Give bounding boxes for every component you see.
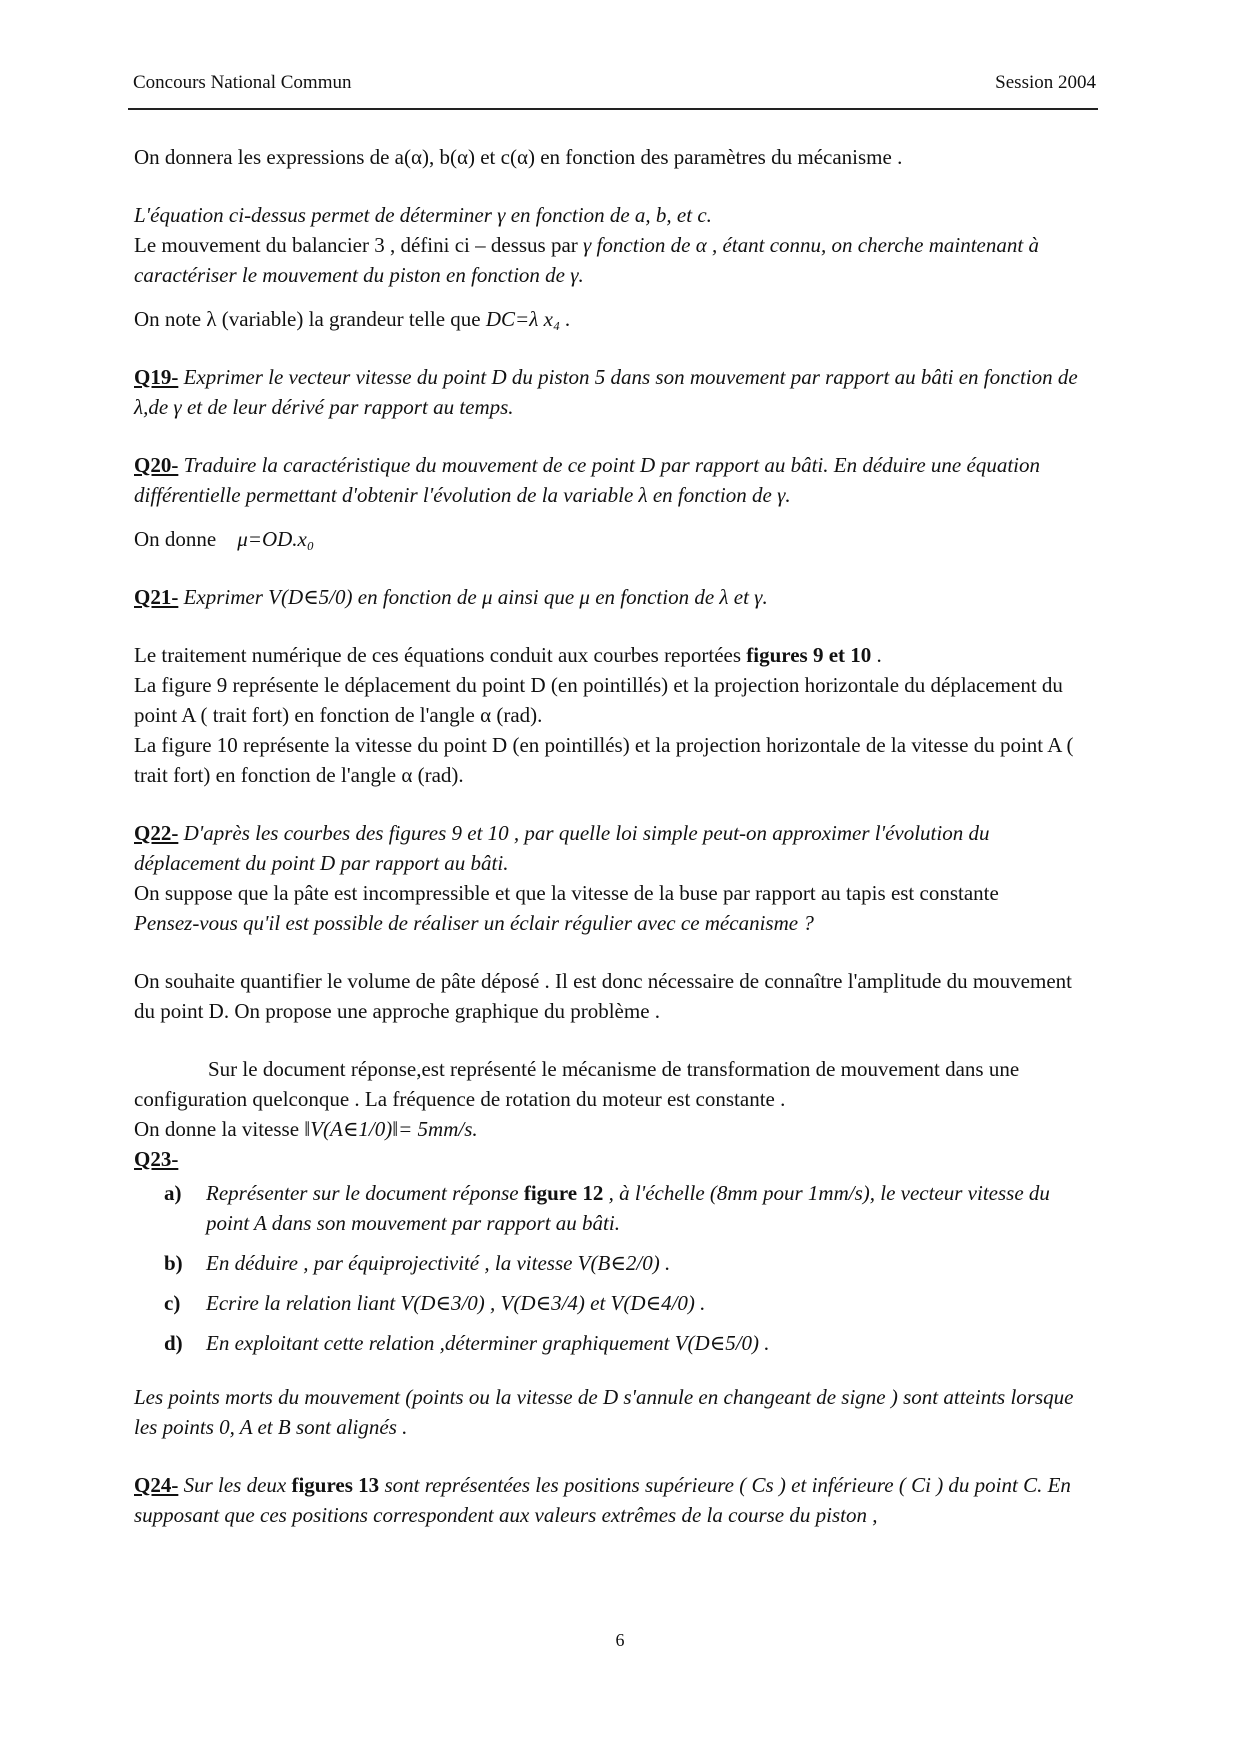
- question-q23: [134, 1144, 1096, 1174]
- lambda-text: On note λ (variable) la grandeur telle que: [134, 307, 481, 331]
- q23-item-text: En déduire , par équiprojectivité , la vitesse V(B∈2/0) .: [206, 1251, 671, 1275]
- mu-formula: μ=OD.x₀: [237, 527, 315, 551]
- paragraph-traitement: [134, 640, 1096, 670]
- q23-item-d: [164, 1328, 1096, 1358]
- paragraph-incompressible: On suppose que la pâte est incompressible et que la vitesse de la buse par rapport au tapis est constante: [134, 881, 999, 905]
- vitesse-text: On donne la vitesse: [134, 1117, 300, 1141]
- q19-label: Q19-: [134, 365, 179, 389]
- q23-item-label: c): [164, 1291, 181, 1315]
- q24-label: Q24-: [134, 1473, 179, 1497]
- q20-text: Traduire la caractéristique du mouvement de ce point D par rapport au bâti. En déduire une équation différentielle permettant d'obtenir l'évolution de la variable λ en fonction de γ.: [134, 453, 1040, 507]
- header-session: Session 2004: [995, 72, 1096, 93]
- paragraph-equation-note: L'équation ci-dessus permet de déterminer γ en fonction de a, b, et c.: [134, 203, 712, 227]
- header-title: Concours National Commun: [133, 72, 352, 93]
- vitesse-formula: ‖V(A∈1/0)‖= 5mm/s.: [304, 1117, 478, 1141]
- q19-text: Exprimer le vecteur vitesse du point D du piston 5 dans son mouvement par rapport au bâti en fonction de λ,de γ et de leur dérivé par rapport au temps.: [134, 365, 1078, 419]
- paragraph-vitesse: [134, 1114, 1096, 1144]
- question-q21: [134, 582, 1096, 612]
- paragraph-volume: On souhaite quantifier le volume de pâte déposé . Il est donc nécessaire de connaître l'amplitude du mouvement du point D. On propose une approche graphique du problème .: [134, 969, 1072, 1023]
- q24-text-end: sont représentées les positions supérieure ( Cs ) et inférieure ( Ci ) du point C. En supposant que ces positions correspondent aux valeurs extrêmes de la course du piston ,: [134, 1473, 1071, 1527]
- q23-item-bold: figure 12: [523, 1181, 604, 1205]
- q23-item-text: En exploitant cette relation ,déterminer graphiquement V(D∈5/0) .: [206, 1331, 770, 1355]
- paragraph-lambda: [134, 304, 1096, 334]
- q23-item-c: [164, 1288, 1096, 1318]
- mu-text: On donne: [134, 527, 217, 551]
- q22-text: D'après les courbes des figures 9 et 10 , par quelle loi simple peut-on approximer l'évolution du déplacement du point D par rapport au bâti.: [134, 821, 990, 875]
- question-q24: [134, 1470, 1096, 1530]
- q23-list: [134, 1178, 1096, 1358]
- q21-text: Exprimer V(D∈5/0) en fonction de μ ainsi que μ en fonction de λ et γ.: [178, 585, 768, 609]
- paragraph-expressions: On donnera les expressions de a(α), b(α) et c(α) en fonction des paramètres du mécanisme .: [134, 145, 903, 169]
- question-q22: [134, 818, 1096, 878]
- q23-item-label: d): [164, 1331, 183, 1355]
- q23-item-a: [164, 1178, 1096, 1238]
- q24-text: Sur les deux: [178, 1473, 292, 1497]
- paragraph-mu: [134, 524, 1096, 554]
- paragraph-figure9: La figure 9 représente le déplacement du point D (en pointillés) et la projection horizontale du déplacement du point A ( trait fort) en fonction de l'angle α (rad).: [134, 673, 1063, 727]
- q22-label: Q22-: [134, 821, 179, 845]
- paragraph-points-morts: Les points morts du mouvement (points ou la vitesse de D s'annule en changeant de signe ) sont atteints lorsque les points 0, A et B sont alignés .: [134, 1385, 1074, 1439]
- body-text: [134, 142, 1096, 1530]
- q23-label: Q23-: [134, 1147, 179, 1171]
- traitement-end: .: [876, 643, 882, 667]
- q23-item-text-end: , à l'échelle (8mm pour 1mm/s), le vecteur vitesse du point A dans son mouvement par rapport au bâti.: [206, 1181, 1050, 1235]
- page-header: [133, 72, 1096, 102]
- balancier-text: Le mouvement du balancier 3 , défini ci – dessus par: [134, 233, 578, 257]
- traitement-text: Le traitement numérique de ces équations conduit aux courbes reportées: [134, 643, 742, 667]
- q23-item-text: Ecrire la relation liant V(D∈3/0) , V(D∈3/4) et V(D∈4/0) .: [206, 1291, 706, 1315]
- paragraph-document-reponse: Sur le document réponse,est représenté le mécanisme de transformation de mouvement dans une configuration quelconque . La fréquence de rotation du moteur est constante .: [134, 1057, 1020, 1111]
- q23-item-label: b): [164, 1251, 183, 1275]
- header-rule: [128, 108, 1098, 110]
- paragraph-eclair: Pensez-vous qu'il est possible de réaliser un éclair régulier avec ce mécanisme ?: [134, 911, 814, 935]
- q23-item-b: [164, 1248, 1096, 1278]
- q23-item-label: a): [164, 1181, 182, 1205]
- q23-item-text: Représenter sur le document réponse: [206, 1181, 524, 1205]
- page-number: 6: [615, 1630, 625, 1650]
- q24-bold: figures 13: [291, 1473, 380, 1497]
- q21-label: Q21-: [134, 585, 179, 609]
- q20-label: Q20-: [134, 453, 179, 477]
- question-q19: [134, 362, 1096, 422]
- lambda-formula: DC=λ x₄ .: [485, 307, 571, 331]
- balancier-italic: γ fonction de α , étant connu, on cherche maintenant à caractériser le mouvement du piston en fonction de γ.: [134, 233, 1039, 287]
- paragraph-balancier: [134, 230, 1096, 290]
- question-q20: [134, 450, 1096, 510]
- paragraph-figure10: La figure 10 représente la vitesse du point D (en pointillés) et la projection horizontale de la vitesse du point A ( trait fort) en fonction de l'angle α (rad).: [134, 733, 1074, 787]
- traitement-figures: figures 9 et 10: [746, 643, 872, 667]
